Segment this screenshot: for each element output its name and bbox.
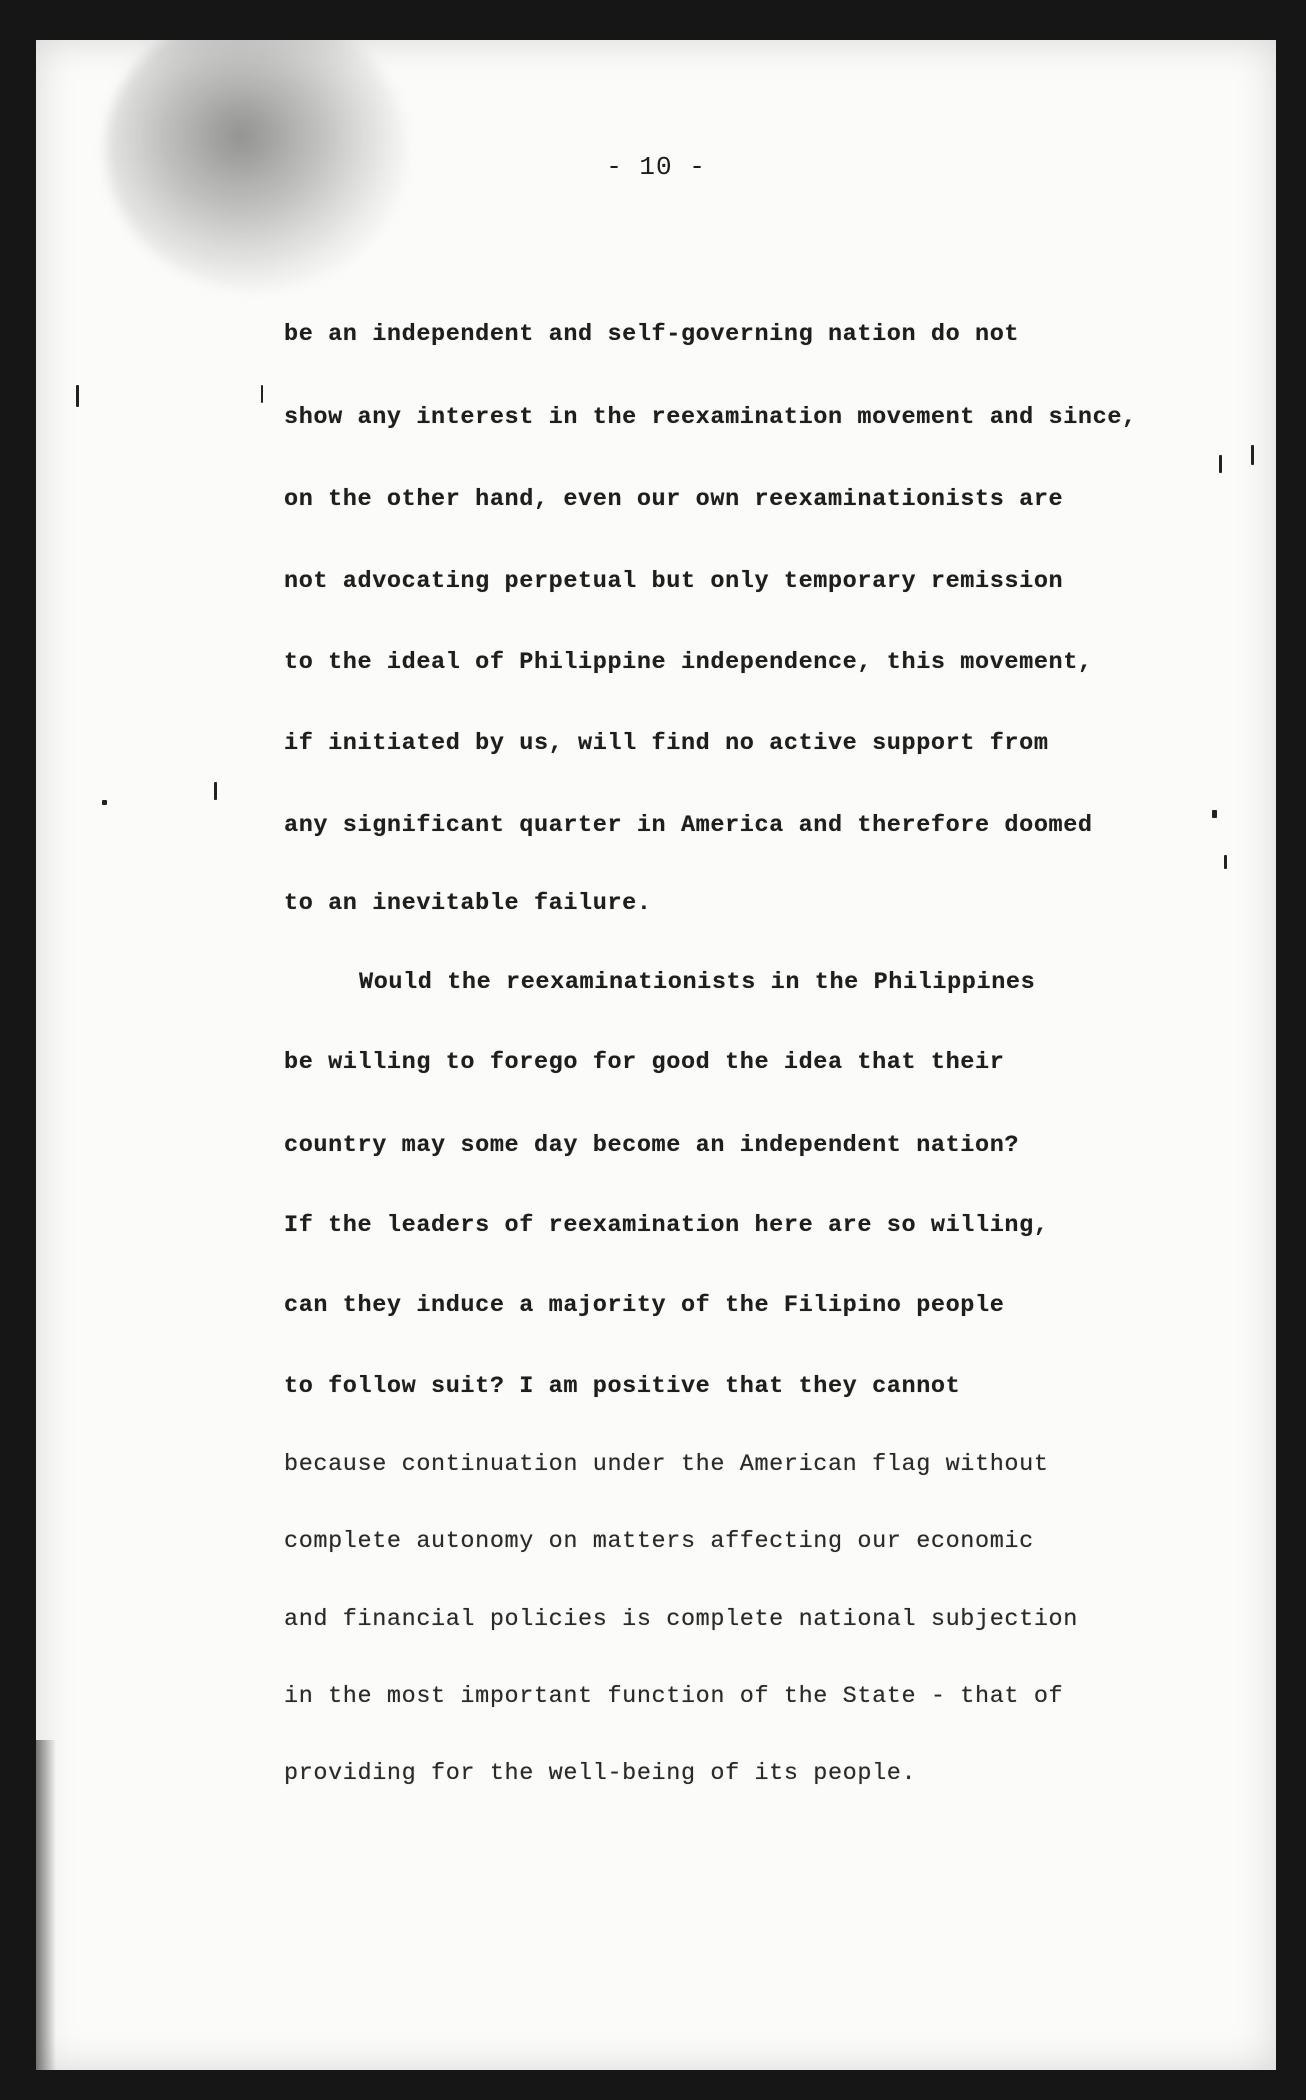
- scan-speck: [76, 385, 79, 407]
- scan-speck: [1251, 445, 1254, 465]
- text-line-19: providing for the well-being of its people.: [284, 1760, 917, 1787]
- text-line-12: If the leaders of reexamination here are so willing,: [284, 1212, 1049, 1239]
- page-edge-shadow: [36, 1740, 56, 2070]
- text-line-4: not advocating perpetual but only temporary remission: [284, 568, 1064, 595]
- scan-speck: [214, 782, 217, 800]
- text-line-10: be willing to forego for good the idea that their: [284, 1049, 1005, 1076]
- text-line-16: complete autonomy on matters affecting our economic: [284, 1528, 1034, 1555]
- scan-speck: [1219, 455, 1222, 473]
- text-line-14: to follow suit? I am positive that they cannot: [284, 1373, 961, 1400]
- scan-speck: [1212, 810, 1217, 818]
- text-line-6: if initiated by us, will find no active support from: [284, 730, 1049, 757]
- text-line-9: Would the reexaminationists in the Philippines: [359, 969, 1036, 996]
- text-line-3: on the other hand, even our own reexaminationists are: [284, 486, 1064, 513]
- scan-speck: [261, 385, 263, 403]
- text-line-7: any significant quarter in America and therefore doomed: [284, 812, 1093, 839]
- page-number: - 10 -: [606, 152, 706, 182]
- text-line-15: because continuation under the American flag without: [284, 1451, 1049, 1478]
- typed-page: [36, 40, 1276, 2070]
- scan-speck: [102, 800, 107, 805]
- text-line-13: can they induce a majority of the Filipino people: [284, 1292, 1005, 1319]
- text-line-11: country may some day become an independent nation?: [284, 1132, 1020, 1159]
- text-line-5: to the ideal of Philippine independence, this movement,: [284, 649, 1093, 676]
- text-line-18: in the most important function of the State - that of: [284, 1683, 1064, 1710]
- text-line-17: and financial policies is complete national subjection: [284, 1606, 1078, 1633]
- text-line-1: be an independent and self-governing nation do not: [284, 321, 1020, 348]
- text-line-8: to an inevitable failure.: [284, 890, 652, 917]
- scan-speck: [1224, 855, 1227, 869]
- text-line-2: show any interest in the reexamination movement and since,: [284, 404, 1137, 431]
